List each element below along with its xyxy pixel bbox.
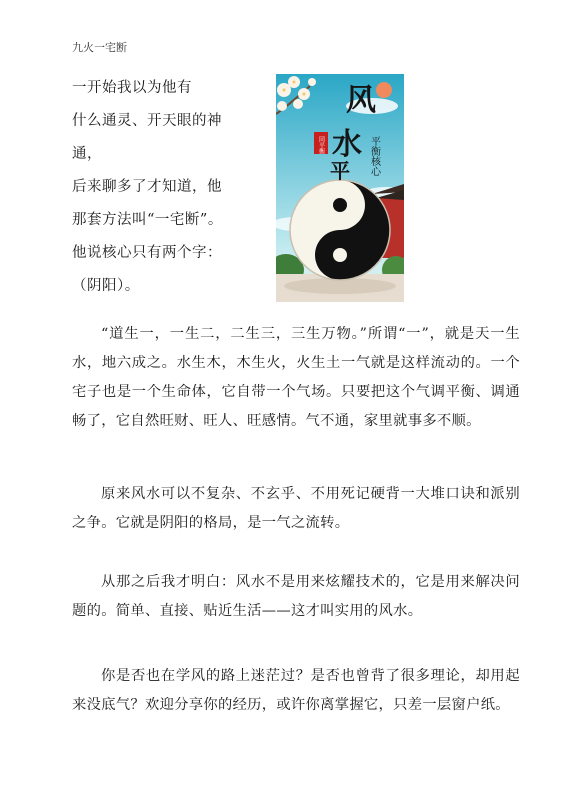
intro-line: 什么通灵、开天眼的神 [72, 113, 222, 129]
poster-subtitle: 平衡核心 [368, 136, 380, 176]
intro-line: 那套方法叫“一宅断”。 [72, 212, 223, 228]
poster-title-char: 平 [330, 159, 350, 183]
paragraph: “道生一，一生二，二生三，三生万物。”所谓“一”，就是天一生水，地六成之。水生木，木生火，火生土一气就是这样流动的。一个宅子也是一个生命体，它自带一个气场。只要把这个气调平衡、调通畅了，它自然旺财、旺人、旺感情。气不通，家里就事多不顺。 [72, 326, 520, 429]
poster-tag: 同平衡 [317, 136, 325, 154]
intro-line: 他说核心只有两个字： [72, 245, 222, 261]
intro-line: （阴阳）。 [72, 278, 140, 294]
document-header: 九火一宅断 [72, 41, 127, 54]
paragraph: 从那之后我才明白：风水不是用来炫耀技术的，它是用来解决问题的。简单、直接、贴近生活——这才叫实用的风水。 [72, 574, 520, 619]
fengshui-poster-image [276, 74, 404, 302]
poster-artwork [276, 74, 404, 302]
poster-title-char: 风 [346, 83, 376, 118]
intro-line: 一开始我以为他有 [72, 80, 192, 96]
paragraph: 原来风水可以不复杂、不玄乎、不用死记硬背一大堆口诀和派别之争。它就是阴阳的格局，是一气之流转。 [72, 486, 520, 531]
intro-line: 后来聊多了才知道，他 [72, 179, 222, 195]
poster-title-char: 水 [332, 127, 362, 162]
intro-line: 通， [72, 146, 102, 162]
paragraph: 你是否也在学风的路上迷茫过？是否也曾背了很多理论，却用起来没底气？欢迎分享你的经历，或许你离掌握它，只差一层窗户纸。 [72, 668, 520, 713]
intro-text [72, 72, 272, 303]
